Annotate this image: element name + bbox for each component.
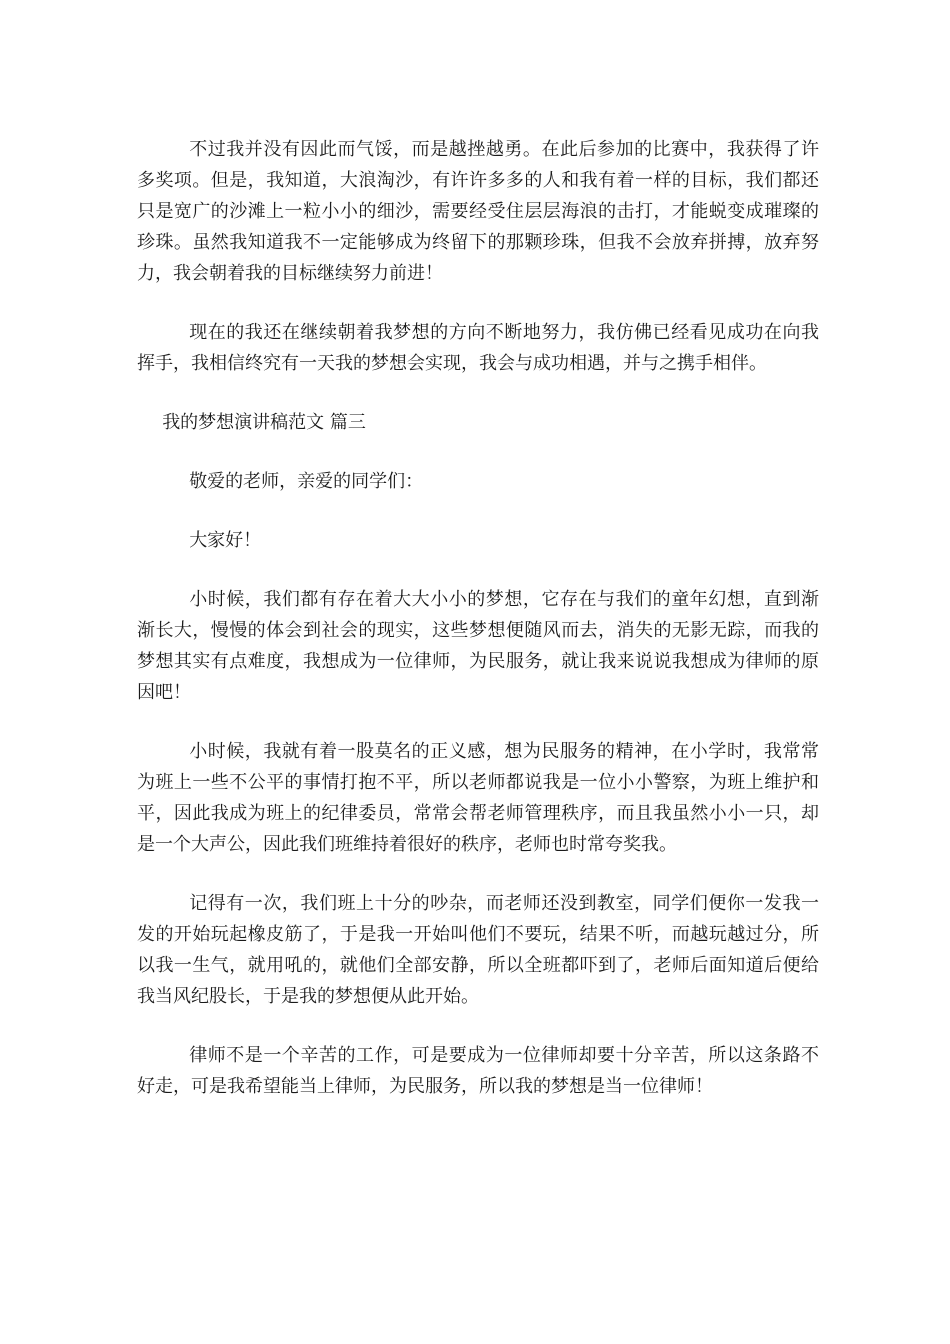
greeting-line: 敬爱的老师，亲爱的同学们： — [189, 471, 424, 492]
section-heading: 我的梦想演讲稿范文 篇三 — [162, 412, 366, 433]
hello-line: 大家好！ — [189, 530, 262, 551]
paragraph-classroom-story: 记得有一次，我们班上十分的吵杂，而老师还没到教室，同学们便你一发我一发的开始玩起橡皮筋了，于是我一开始叫他们不要玩，结果不听，而越玩越过分，所以我一生气，就用吼的，就他们全部安静，所以全班都吓到了，老师后面知道后便给我当风纪股长，于是我的梦想便从此开始。 — [137, 893, 819, 1007]
paragraph-sense-of-justice: 小时候，我就有着一股莫名的正义感，想为民服务的精神，在小学时，我常常为班上一些不公平的事情打抱不平，所以老师都说我是一位小小警察，为班上维护和平，因此我成为班上的纪律委员，常常会帮老师管理秩序，而且我虽然小小一只，却是一个大声公，因此我们班维持着很好的秩序，老师也时常夸奖我。 — [137, 741, 819, 855]
paragraph-success: 现在的我还在继续朝着我梦想的方向不断地努力，我仿佛已经看见成功在向我挥手，我相信终究有一天我的梦想会实现，我会与成功相遇，并与之携手相伴。 — [137, 322, 819, 374]
paragraph-lawyer-goal: 律师不是一个辛苦的工作，可是要成为一位律师却要十分辛苦，所以这条路不好走，可是我希望能当上律师，为民服务，所以我的梦想是当一位律师！ — [137, 1045, 819, 1097]
document-body — [137, 134, 819, 1130]
paragraph-perseverance: 不过我并没有因此而气馁，而是越挫越勇。在此后参加的比赛中，我获得了许多奖项。但是，我知道，大浪淘沙，有许许多多的人和我有着一样的目标，我们都还只是宽广的沙滩上一粒小小的细沙，需要经受住层层海浪的击打，才能蜕变成璀璨的珍珠。虽然我知道我不一定能够成为终留下的那颗珍珠，但我不会放弃拼搏，放弃努力，我会朝着我的目标继续努力前进！ — [137, 139, 819, 284]
paragraph-childhood-dream: 小时候，我们都有存在着大大小小的梦想，它存在与我们的童年幻想，直到渐渐长大，慢慢的体会到社会的现实，这些梦想便随风而去，消失的无影无踪，而我的梦想其实有点难度，我想成为一位律师，为民服务，就让我来说说我想成为律师的原因吧！ — [137, 589, 819, 703]
